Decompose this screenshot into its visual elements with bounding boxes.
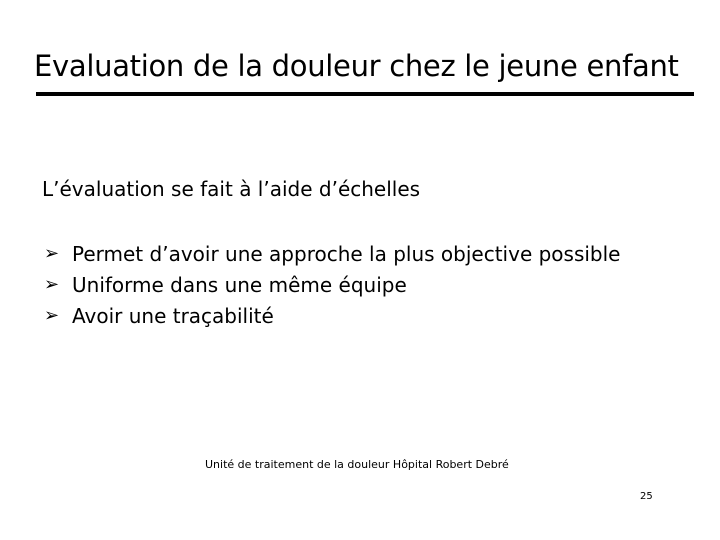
bullet-text: Avoir une traçabilité <box>72 303 274 328</box>
bullet-text: Permet d’avoir une approche la plus objective possible <box>72 241 621 266</box>
title-underline <box>36 92 694 96</box>
page-number: 25 <box>640 491 653 502</box>
arrow-bullet-icon: ➢ <box>44 305 60 326</box>
arrow-bullet-icon: ➢ <box>44 243 60 264</box>
intro-text: L’évaluation se fait à l’aide d’échelles <box>42 177 421 201</box>
slide-footer: Unité de traitement de la douleur Hôpital Robert Debré <box>205 458 509 471</box>
bullet-list <box>44 238 621 331</box>
bullet-item <box>44 269 621 300</box>
bullet-item <box>44 300 621 331</box>
arrow-bullet-icon: ➢ <box>44 274 60 295</box>
slide-title: Evaluation de la douleur chez le jeune enfant <box>34 49 679 83</box>
bullet-item <box>44 238 621 269</box>
bullet-text: Uniforme dans une même équipe <box>72 272 407 297</box>
